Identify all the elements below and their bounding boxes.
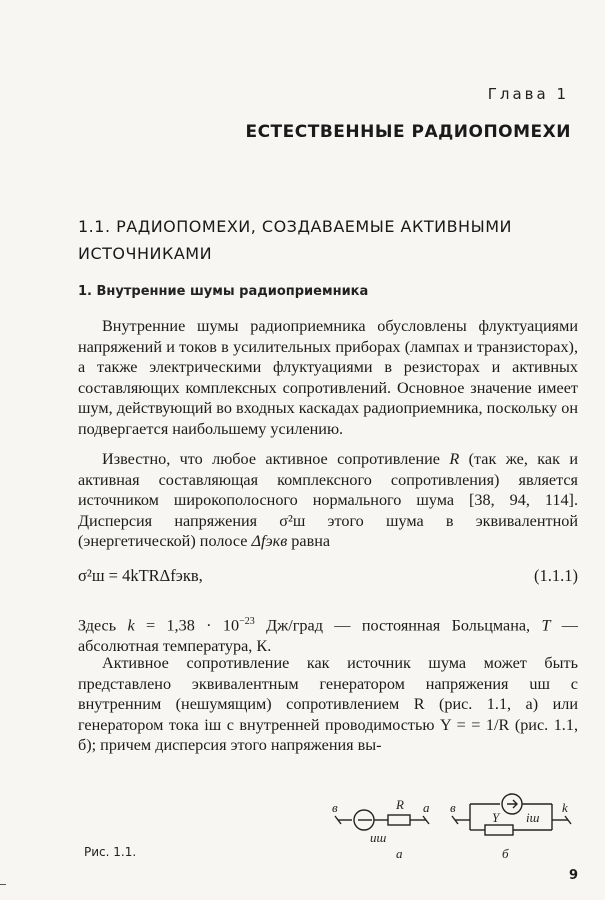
paragraph-internal-noise: Внутренние шумы радиоприемника обусловлены флуктуациями напряжений и токов в усилительных приборах (лампах и транзисторах), а также электрическими флуктуациями в резисторах и активных составляющих комплексных сопротивлений. Основное значение имеет шум, действующий во входных каскадах радиоприемника, поскольку он подвергается наибольшему усилению. xyxy=(78,317,578,438)
paragraph-equivalent-generator: Активное сопротивление как источник шума может быть представлено эквивалентным генератором напряжения uш с внутренним (нешумящим) сопротивлением R (рис. 1.1, а) или генератором тока iш с внутренней проводимостью Y = = 1/R (рис. 1.1, б); причем дисперсия этого напряжения вы- xyxy=(78,654,578,754)
figure-label-b: б xyxy=(502,846,509,861)
figure-circuits xyxy=(330,790,580,865)
chapter-label: Глава 1 xyxy=(487,85,569,103)
paragraph-boltzmann: Здесь $k = 1,38 \cdot 10^{-23}$ Дж/град — постоянная Больцмана, T — абсолютная температура, К. xyxy=(78,616,578,655)
figure-caption: Рис. 1.1. xyxy=(84,845,137,859)
figure-label-a: а xyxy=(396,846,403,861)
circuit-b xyxy=(452,794,571,835)
node-label-v2: в xyxy=(450,800,456,815)
page-number: 9 xyxy=(568,868,578,883)
subsection-heading: 1. Внутренние шумы радиоприемника xyxy=(78,284,369,299)
formula-number: (1.1.1) xyxy=(534,566,578,585)
node-label-k: k xyxy=(562,800,568,815)
paragraph-active-resistance: Известно, что любое активное сопротивление R (так же, как и активная составляющая комплексного сопротивления) является источником широкополосного нормального шума [38, 94, 114]. Дисперсия напряжения σ²ш этого шума в эквивалентной (энергетической) полосе Δfэкв равна xyxy=(78,450,578,550)
margin-mark xyxy=(0,884,6,885)
formula-row xyxy=(78,566,578,590)
conductance-icon xyxy=(485,825,513,835)
source-i-label: iш xyxy=(526,810,540,825)
node-label-a: а xyxy=(423,800,430,815)
conductance-label: Y xyxy=(492,810,500,825)
circuit-a xyxy=(335,810,429,830)
node-label-v: в xyxy=(332,800,338,815)
section-heading: 1.1. РАДИОПОМЕХИ, СОЗДАВАЕМЫЕ АКТИВНЫМИ ИСТОЧНИКАМИ xyxy=(78,217,512,263)
chapter-title: ЕСТЕСТВЕННЫЕ РАДИОПОМЕХИ xyxy=(245,122,571,142)
resistor-label: R xyxy=(396,797,404,812)
source-u-label: uш xyxy=(370,830,387,845)
circuit-diagram xyxy=(330,790,580,865)
resistor-icon xyxy=(388,815,410,825)
formula-expression: σ²ш = 4kTRΔfэкв, xyxy=(78,566,203,585)
